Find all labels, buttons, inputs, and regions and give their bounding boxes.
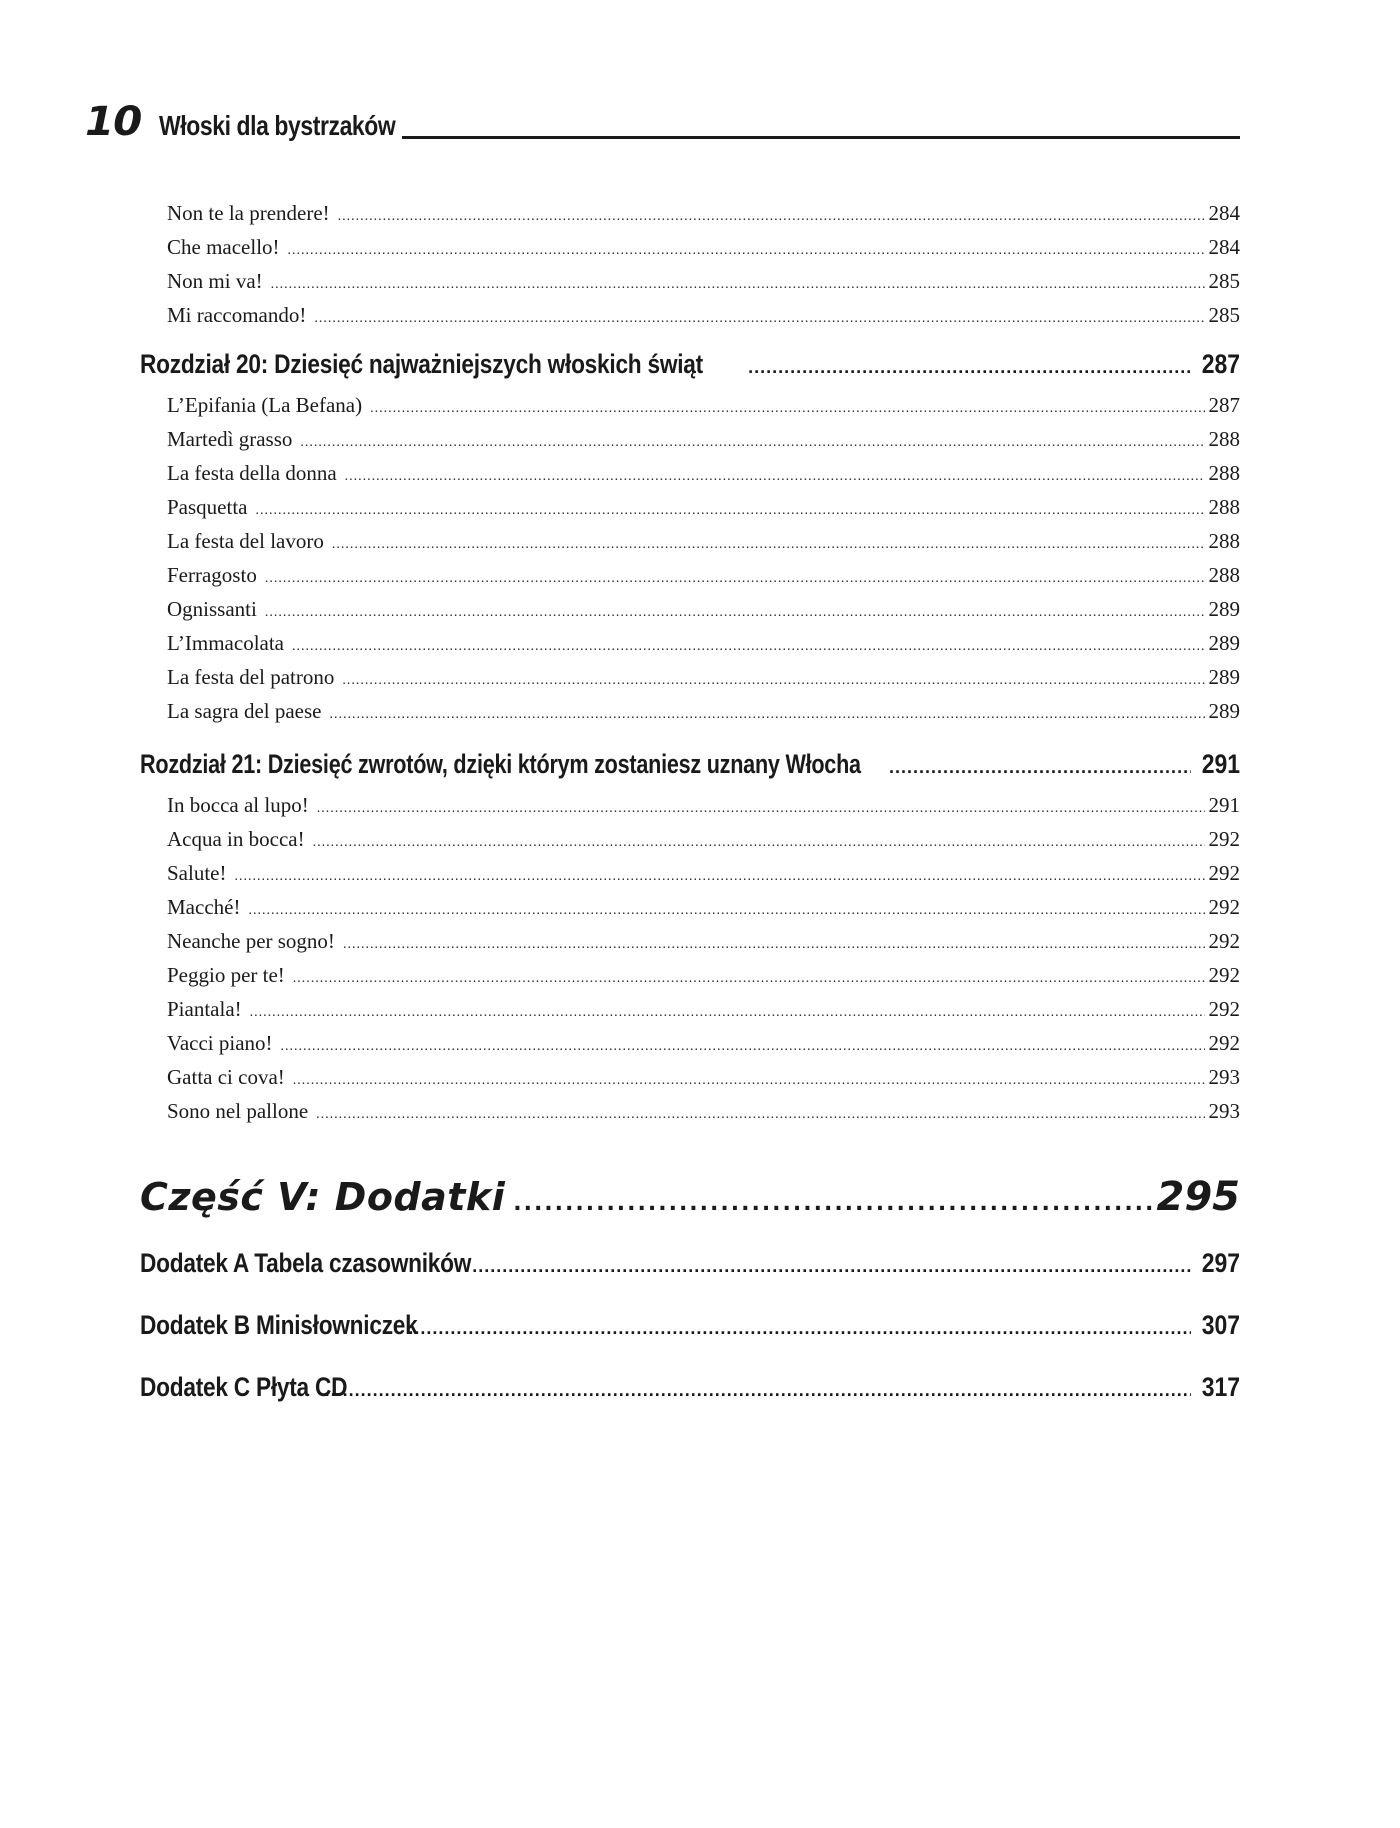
dot-leader (281, 1026, 1205, 1064)
toc-entry-page: 293 (1208, 1099, 1240, 1123)
toc-entry[interactable] (140, 196, 1240, 230)
dot-leader (300, 422, 1204, 460)
toc-appendices-section (140, 1232, 1240, 1418)
toc-entry[interactable] (140, 1060, 1240, 1094)
toc-entry[interactable] (140, 264, 1240, 298)
chapter-title: Rozdział 21: Dziesięć zwrotów, dzięki którym zostaniesz uznany Włocha (140, 749, 861, 779)
toc-entry[interactable] (140, 626, 1240, 660)
toc-entry[interactable] (140, 822, 1240, 856)
toc-entry-page: 288 (1208, 529, 1240, 553)
dot-leader (248, 890, 1204, 928)
toc-entry[interactable] (140, 958, 1240, 992)
header-rule (402, 136, 1240, 139)
appendix-title: Dodatek B Minisłowniczek (140, 1310, 418, 1340)
toc-entry[interactable] (140, 230, 1240, 264)
toc-entry-page: 287 (1208, 393, 1240, 417)
dot-leader (255, 490, 1204, 528)
toc-entry-title: Piantala! (167, 997, 242, 1021)
toc-entry-page: 292 (1208, 997, 1240, 1021)
toc-entry-title: Vacci piano! (167, 1031, 273, 1055)
toc-entry-page: 288 (1208, 495, 1240, 519)
toc-appendix-heading[interactable] (140, 1294, 1240, 1356)
toc-entry-title: Neanche per sogno! (167, 929, 335, 953)
toc-chapter-21-section (140, 740, 1240, 1128)
toc-entry[interactable] (140, 388, 1240, 422)
toc-entry[interactable] (140, 490, 1240, 524)
part-title: Część V: Dodatki (140, 1175, 506, 1219)
toc-entry-page: 284 (1208, 201, 1240, 225)
toc-entry[interactable] (140, 924, 1240, 958)
toc-entry-page: 293 (1208, 1065, 1240, 1089)
toc-entry-page: 289 (1208, 597, 1240, 621)
toc-entry-title: Acqua in bocca! (167, 827, 305, 851)
dot-leader (293, 958, 1205, 996)
toc-entry[interactable] (140, 1094, 1240, 1128)
toc-appendix-heading[interactable] (140, 1356, 1240, 1418)
toc-entry-page: 292 (1208, 827, 1240, 851)
dot-leader (234, 856, 1204, 894)
toc-entry-title: Martedì grasso (167, 427, 293, 451)
book-title: Włoski dla bystrzaków (158, 110, 396, 141)
dot-leader (889, 740, 1191, 791)
toc-entry-title: L’Immacolata (167, 631, 285, 655)
toc-entry-title: La festa della donna (167, 461, 337, 485)
toc-entry-title: La festa del lavoro (167, 529, 324, 553)
dot-leader (292, 626, 1204, 664)
toc-chapter-heading[interactable] (140, 340, 1240, 388)
dot-leader (265, 592, 1205, 630)
toc-entry-title: La festa del patrono (167, 665, 335, 689)
toc-entry[interactable] (140, 890, 1240, 924)
dot-leader (288, 230, 1205, 268)
toc-entry-page: 288 (1208, 427, 1240, 451)
toc-entry[interactable] (140, 592, 1240, 626)
toc-entry-title: Sono nel pallone (167, 1099, 309, 1123)
toc-entry[interactable] (140, 558, 1240, 592)
toc-entry-page: 285 (1208, 269, 1240, 293)
toc-entry-title: In bocca al lupo! (167, 793, 309, 817)
dot-leader (325, 1356, 1191, 1421)
toc-entry-title: Gatta ci cova! (167, 1065, 285, 1089)
toc-entry-title: Non te la prendere! (167, 201, 330, 225)
dot-leader (316, 1094, 1204, 1132)
toc-entry-page: 288 (1208, 563, 1240, 587)
running-header (85, 92, 1240, 145)
dot-leader (250, 992, 1205, 1030)
dot-leader (748, 340, 1191, 391)
dot-leader (370, 388, 1204, 426)
toc-entry-title: Macché! (167, 895, 241, 919)
toc-entry[interactable] (140, 524, 1240, 558)
toc-entry-title: Salute! (167, 861, 227, 885)
toc-appendix-heading[interactable] (140, 1232, 1240, 1294)
appendix-page: 297 (1201, 1248, 1240, 1278)
chapter-page: 291 (1201, 749, 1240, 779)
dot-leader (342, 660, 1204, 698)
toc-entry-title: Non mi va! (167, 269, 263, 293)
dot-leader (293, 1060, 1205, 1098)
toc-entry[interactable] (140, 298, 1240, 332)
toc-entry-title: Peggio per te! (167, 963, 285, 987)
dot-leader (317, 788, 1205, 826)
toc-entry[interactable] (140, 992, 1240, 1026)
dot-leader (314, 298, 1204, 336)
dot-leader (265, 558, 1205, 596)
toc-entry-page: 288 (1208, 461, 1240, 485)
toc-entry-title: Ognissanti (167, 597, 257, 621)
toc-entry-title: La sagra del paese (167, 699, 322, 723)
toc-part-heading[interactable] (140, 1162, 1240, 1232)
toc-entry-title: Che macello! (167, 235, 280, 259)
page-number: 10 (85, 99, 142, 145)
toc-entry-title: Ferragosto (167, 563, 257, 587)
appendix-page: 317 (1201, 1372, 1240, 1402)
toc-entry[interactable] (140, 422, 1240, 456)
dot-leader (330, 694, 1205, 732)
toc-entry-title: L’Epifania (La Befana) (167, 393, 363, 417)
toc-entry[interactable] (140, 456, 1240, 490)
toc-entry-title: Pasquetta (167, 495, 248, 519)
toc-entry-page: 291 (1208, 793, 1240, 817)
appendix-title: Dodatek A Tabela czasowników (140, 1248, 472, 1278)
dot-leader (513, 1162, 1152, 1239)
dot-leader (408, 1294, 1191, 1359)
toc-part-5-section (140, 1162, 1240, 1232)
toc-entry-page: 289 (1208, 631, 1240, 655)
appendix-page: 307 (1201, 1310, 1240, 1340)
toc-entry-page: 284 (1208, 235, 1240, 259)
dot-leader (343, 924, 1205, 962)
toc-entry[interactable] (140, 694, 1240, 728)
toc-entry-page: 292 (1208, 861, 1240, 885)
toc-entry-page: 289 (1208, 665, 1240, 689)
toc-chapter-20-section (140, 340, 1240, 728)
dot-leader (271, 264, 1205, 302)
toc-entry-page: 292 (1208, 895, 1240, 919)
toc-entry-page: 292 (1208, 929, 1240, 953)
dot-leader (472, 1232, 1191, 1297)
dot-leader (345, 456, 1205, 494)
dot-leader (332, 524, 1205, 562)
toc-entry-page: 289 (1208, 699, 1240, 723)
chapter-title: Rozdział 20: Dziesięć najważniejszych włoskich świąt (140, 349, 703, 379)
appendix-title: Dodatek C Płyta CD (140, 1372, 348, 1402)
toc-entry[interactable] (140, 1026, 1240, 1060)
chapter-page: 287 (1201, 349, 1240, 379)
toc-entry[interactable] (140, 856, 1240, 890)
toc-entry-page: 292 (1208, 963, 1240, 987)
toc-continued-section (140, 196, 1240, 332)
toc-chapter-heading[interactable] (140, 740, 1240, 788)
toc-entry-page: 285 (1208, 303, 1240, 327)
part-page: 295 (1156, 1174, 1240, 1220)
dot-leader (338, 196, 1205, 234)
toc-entry[interactable] (140, 660, 1240, 694)
dot-leader (313, 822, 1205, 860)
toc-entry-title: Mi raccomando! (167, 303, 307, 327)
toc-entry[interactable] (140, 788, 1240, 822)
toc-entry-page: 292 (1208, 1031, 1240, 1055)
